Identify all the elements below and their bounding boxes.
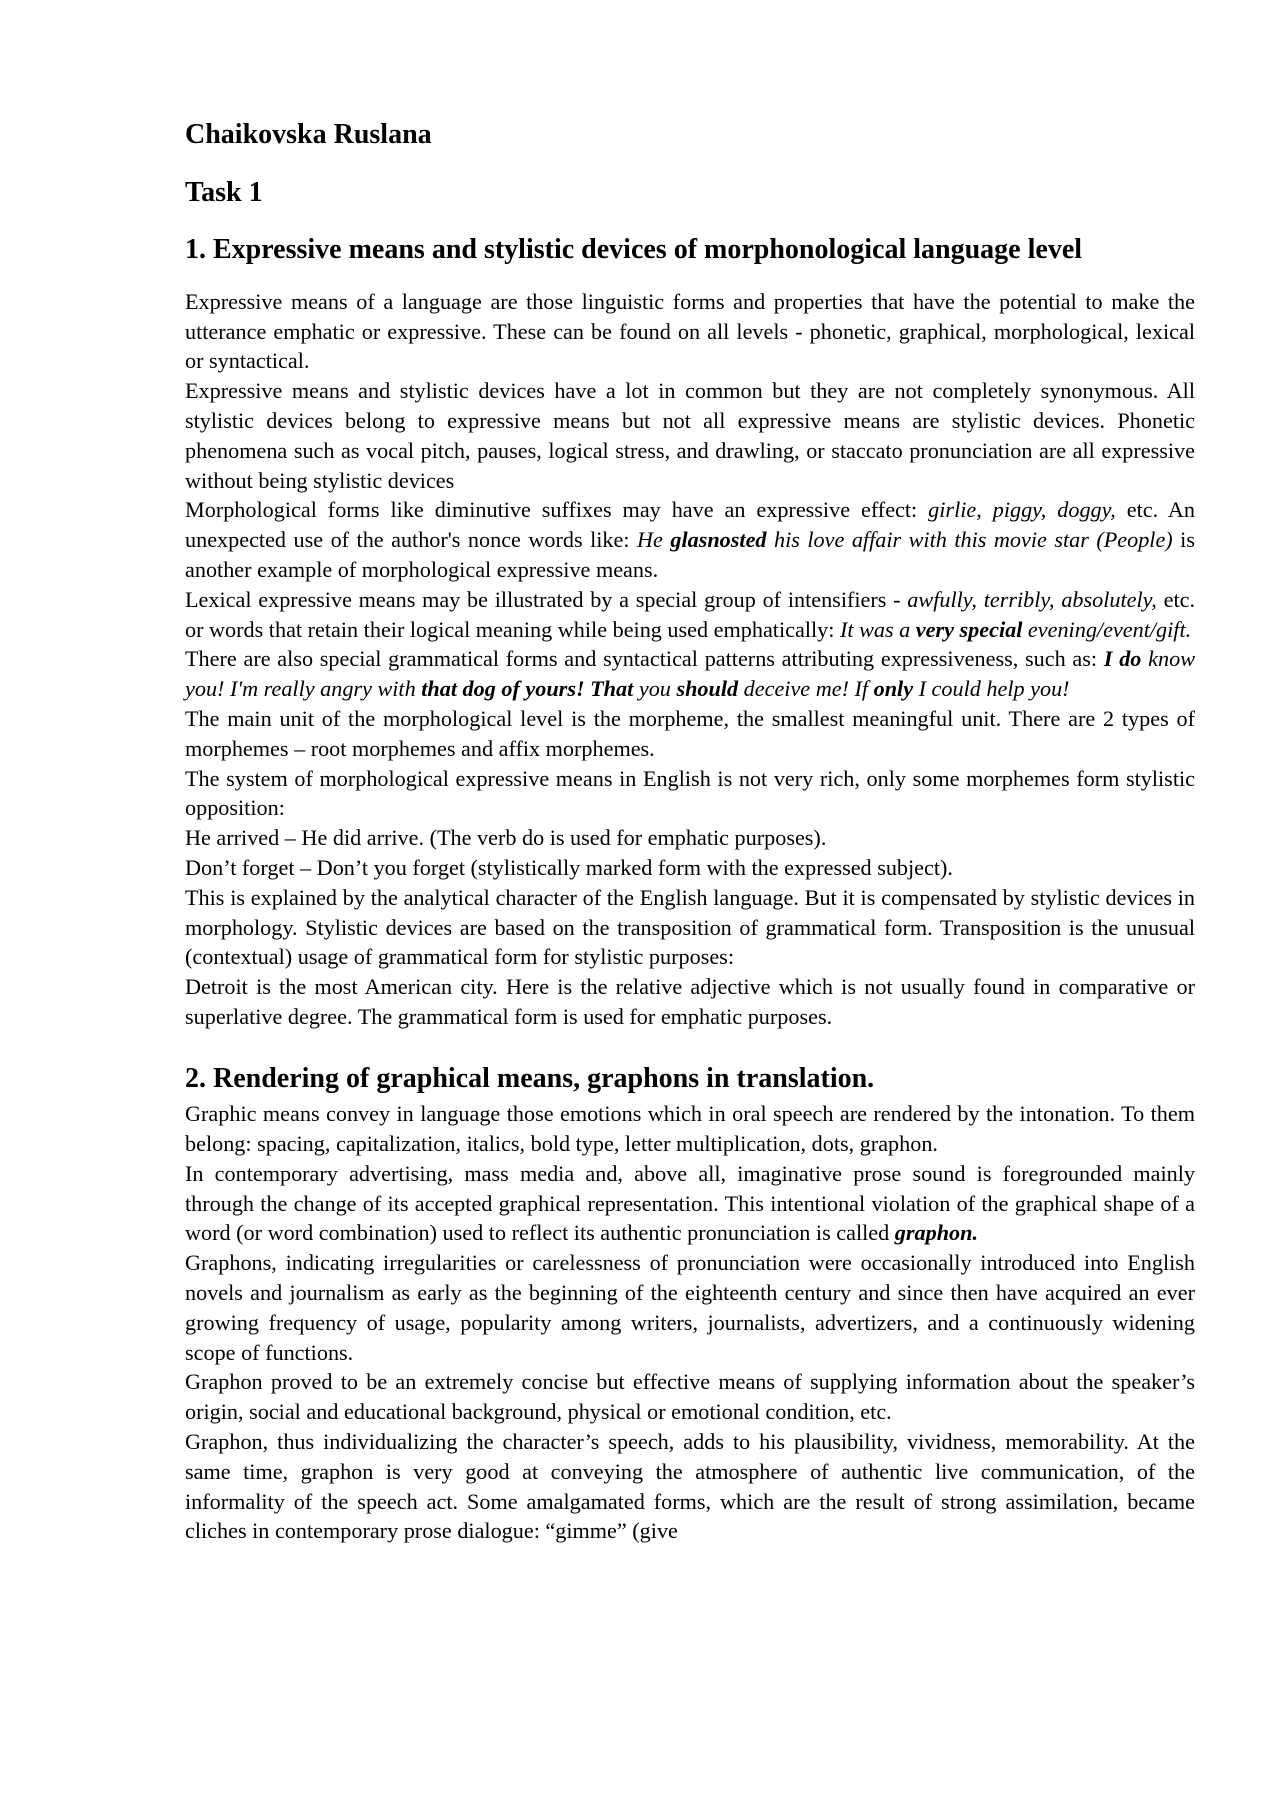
paragraph: The system of morphological expressive means in English is not very rich, only some morphemes form stylistic opposition: [185,765,1195,821]
paragraph [185,495,1195,584]
paragraph: Don’t forget – Don’t you forget (stylistically marked form with the expressed subject). [185,854,953,880]
italic-example: awfully, terribly, absolutely, [907,586,1157,612]
text-run: In contemporary advertising, mass media and, above all, imaginative prose sound is foregrounded mainly through the change of its accepted graphical representation. This intentional violation of the graphical shape of a word (or word combination) used to reflect its authentic pronunciation is called [185,1160,1195,1246]
text-run: Morphological forms like diminutive suffixes may have an expressive effect: [185,497,929,523]
text-run: Lexical expressive means may be illustrated by a special group of intensifiers - [185,586,908,612]
task-title: Task 1 [185,176,263,208]
paragraph [185,585,1195,645]
italic-example: It was a [839,616,916,642]
paragraph: Graphon, thus individualizing the character’s speech, adds to his plausibility, vividness, memorability. At the same time, graphon is very good at conveying the atmosphere of authentic live communication, of the informality of the speech act. Some amalgamated forms, which are the result of strong assimilation, became cliches in contemporary prose dialogue: “gimme” (give [185,1429,1195,1544]
italic-example: deceive me! If [738,676,874,702]
bold-italic-example: I do [1103,646,1142,672]
text-run: etc. or words that retain their logical meaning while being used emphatically: [185,586,1195,642]
section-2-heading: 2. Rendering of graphical means, graphons in translation. [185,1062,875,1094]
paragraph [185,644,1195,704]
bold-italic-example: very special [915,616,1023,642]
bold-italic-example: that dog of yours! That [421,676,634,702]
bold-italic-example: only [873,676,914,702]
italic-example: know you! I'm really angry with [185,646,1195,702]
bold-italic-example: should [676,676,739,702]
text-run: is another example of morphological expressive means. [185,527,1195,582]
paragraph: Graphon proved to be an extremely concise but effective means of supplying information about the speaker’s origin, social and educational background, physical or emotional condition, etc. [185,1369,1195,1425]
paragraph: He arrived – He did arrive. (The verb do is used for emphatic purposes). [185,825,827,851]
author-name: Chaikovska Ruslana [185,119,432,150]
bold-italic-term: graphon. [894,1220,979,1246]
italic-example: I could help you! [913,676,1070,702]
paragraph [185,1159,1195,1248]
document-body [185,118,1195,1546]
text-run: There are also special grammatical forms and syntactical patterns attributing expressiveness, such as: [185,646,1104,672]
italic-example: He [637,527,671,553]
paragraph: Graphic means convey in language those emotions which in oral speech are rendered by the intonation. To them belong: spacing, capitalization, italics, bold type, letter multiplication, dots, graphon. [185,1101,1195,1157]
italic-example: you [633,676,677,702]
paragraph: Detroit is the most American city. Here is the relative adjective which is not usually found in comparative or superlative degree. The grammatical form is used for emphatic purposes. [185,974,1195,1029]
italic-example: his love affair with this movie star (People) [766,527,1173,553]
bold-italic-example: glasnosted [670,527,767,553]
paragraph: This is explained by the analytical character of the English language. But it is compensated by stylistic devices in morphology. Stylistic devices are based on the transposition of grammatical form. Transposition is the unusual (contextual) usage of grammatical form for stylistic purposes: [185,884,1195,970]
italic-example: girlie, piggy, doggy, [928,497,1116,523]
italic-example: evening/event/gift. [1022,616,1192,642]
paragraph: The main unit of the morphological level is the morpheme, the smallest meaningful unit. There are 2 types of morphemes – root morphemes and affix morphemes. [185,705,1195,761]
paragraph: Graphons, indicating irregularities or carelessness of pronunciation were occasionally introduced into English novels and journalism as early as the beginning of the eighteenth century and since then have acquired an ever growing frequency of usage, popularity among writers, journalists, advertizers, and a continuously widening scope of functions. [185,1250,1195,1365]
section-1-heading: 1. Expressive means and stylistic devices of morphonological language level [185,234,1083,266]
paragraph: Expressive means of a language are those linguistic forms and properties that have the potential to make the utterance emphatic or expressive. These can be found on all levels - phonetic, graphical, morphological, lexical or syntactical. [185,288,1195,374]
paragraph: Expressive means and stylistic devices have a lot in common but they are not completely synonymous. All stylistic devices belong to expressive means but not all expressive means are stylistic devices. Phonetic phenomena such as vocal pitch, pauses, logical stress, and drawling, or staccato pronunciation are all expressive without being stylistic devices [185,378,1195,493]
text-run: etc. An unexpected use of the author's nonce words like: [185,497,1195,553]
